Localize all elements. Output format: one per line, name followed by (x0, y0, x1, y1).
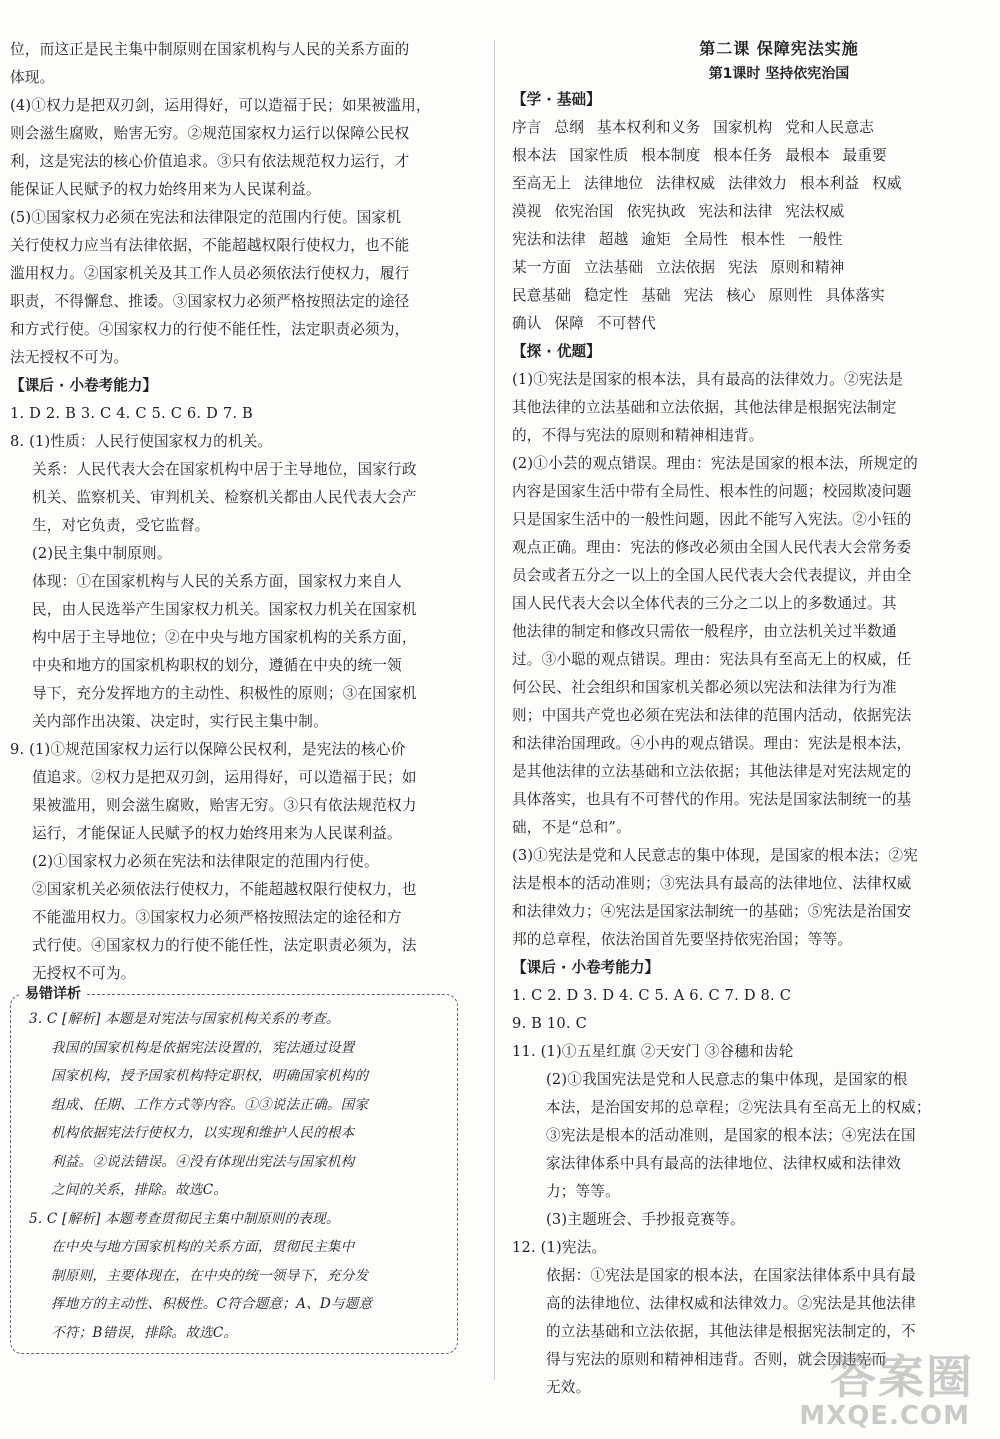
text-line: 体现：①在国家机构与人民的关系方面，国家权力来自人 (32, 573, 402, 590)
terms-line: 某一方面 立法基础 立法依据 宪法 原则和精神 (512, 259, 845, 276)
text-line: 则会滋生腐败，贻害无穷。②规范国家权力运行以保障公民权 (10, 125, 410, 142)
text-line: 和法律治国理政。④小冉的观点错误。理由：宪法是根本法， (512, 735, 912, 752)
text-line: 过。③小聪的观点错误。理由：宪法具有至高无上的权威，任 (512, 651, 912, 668)
text-line: 关行使权力应当有法律依据，不能超越权限行使权力，也不能 (10, 237, 410, 254)
text-line: 组成、任期、工作方式等内容。①③说法正确。国家 (51, 1096, 369, 1113)
text-line: 无效。 (546, 1379, 591, 1396)
terms-line: 民意基础 稳定性 基础 宪法 核心 原则性 具体落实 (512, 287, 885, 304)
text-line: 民，由人民选举产生国家权力机关。国家权力机关在国家机 (32, 601, 417, 618)
text-line: 力；等等。 (546, 1183, 620, 1200)
question-8 (10, 428, 476, 736)
text-line: 12. (1)宪法。 (512, 1239, 607, 1256)
text-line: 得与宪法的原则和精神相违背。否则，就会因违宪而 (546, 1351, 887, 1368)
text-line: 国家机构，授予国家机构特定职权，明确国家机构的 (51, 1068, 369, 1084)
text-line: 值追求。②权力是把双刃剑，运用得好，可以造福于民；如 (32, 769, 417, 786)
terms-line: 漠视 依宪治国 依宪执政 宪法和法律 宪法权威 (512, 203, 845, 220)
text-line: 制原则，主要体现在，在中央的统一领导下，充分发 (51, 1267, 369, 1284)
text-line: 观点正确。理由：宪法的修改必须由全国人民代表大会常务委 (512, 539, 912, 556)
text-line: 国人民代表大会以全体代表的三分之二以上的多数通过。其 (512, 595, 897, 612)
text-line: 其他法律的立法基础和立法依据，其他法律是根据宪法制定 (512, 399, 897, 416)
terms-line: 根本法 国家性质 根本制度 根本任务 最根本 最重要 (512, 147, 887, 164)
text-line: 和方式行使。④国家权力的行使不能任性，法定职责必须为， (10, 321, 410, 338)
text-line: 法是根本的活动准则；③宪法具有最高的法律地位、法律权威 (512, 875, 912, 892)
section-header: 【课后 · 小卷考能力】 (512, 959, 660, 976)
text-line: (5)①国家权力必须在宪法和法律限定的范围内行使。国家机 (10, 209, 402, 226)
text-line: 内容是国家生活中带有全局性、根本性的问题；校园欺凌问题 (512, 483, 912, 500)
text-line: 机关、监察机关、审判机关、检察机关都由人民代表大会产 (32, 489, 417, 506)
explore-answers (512, 366, 956, 954)
text-line: 不能滥用权力。③国家权力必须严格按照法定的途径和方 (32, 909, 402, 926)
text-line: ③宪法是根本的活动准则，是国家的根本法；④宪法在国 (546, 1127, 916, 1144)
text-line: 员会或者五分之一以上的全国人民代表大会代表提议，并由全 (512, 567, 912, 584)
text-line: 的立法基础和立法依据，其他法律是根据宪法制定的，不 (546, 1323, 916, 1340)
text-line: (1)①宪法是国家的根本法，具有最高的法律效力。②宪法是 (512, 371, 904, 388)
text-line: 关系：人民代表大会在国家机构中居于主导地位，国家行政 (32, 461, 417, 478)
terms-line: 确认 保障 不可替代 (512, 315, 657, 332)
watermark-domain: MXQE.COM (799, 1401, 970, 1431)
text-line: 的，不得与宪法的原则和精神相违背。 (512, 427, 764, 444)
text-line: 之间的关系，排除。故选C。 (51, 1182, 228, 1198)
text-line: (2)①我国宪法是党和人民意志的集中体现，是国家的根 (546, 1071, 908, 1088)
text-line: 利益。②说法错误。④没有体现出宪法与国家机构 (51, 1153, 355, 1170)
section-header: 【学 · 基础】 (512, 91, 601, 108)
section-header: 【探 · 优题】 (512, 343, 601, 360)
text-line: 础，不是“总和”。 (512, 819, 631, 836)
text-line: 中央和地方的国家机构职权的划分，遵循在中央的统一领 (32, 657, 402, 674)
text-line: 在中央与地方国家机构的关系方面，贯彻民主集中 (51, 1239, 355, 1255)
text-line: 运行，才能保证人民赋予的权力始终用来为人民谋利益。 (32, 825, 402, 842)
text-line: 和法律效力；④宪法是国家法制统一的基础；⑤宪法是治国安 (512, 903, 912, 920)
choice-answers: 1. C 2. D 3. D 4. C 5. A 6. C 7. D 8. C (512, 987, 792, 1004)
text-line: 法无授权不可为。 (10, 349, 129, 366)
text-line: 我国的国家机构是依据宪法设置的，宪法通过设置 (51, 1039, 355, 1056)
text-line: 构中居于主导地位；②在中央与地方国家机构的关系方面， (32, 629, 417, 646)
lesson-title: 第二课 保障宪法实施 (699, 39, 859, 58)
text-line: ②国家机关必须依法行使权力，不能超越权限行使权力，也 (32, 881, 417, 898)
text-line: 3. C [解析] 本题是对宪法与国家机构关系的考查。 (29, 1011, 340, 1027)
text-line: (2)民主集中制原则。 (32, 545, 172, 562)
text-line: 他法律的制定和修改只需依一般程序，由立法机关过半数通 (512, 623, 897, 640)
text-line: 不符；B错误，排除。故选C。 (51, 1324, 238, 1341)
left-answer-block (10, 36, 476, 372)
text-line: 具体落实，也具有不可替代的作用。宪法是国家法制统一的基 (512, 791, 912, 808)
text-line: 11. (1)①五星红旗 ②天安门 ③谷穗和齿轮 (512, 1043, 794, 1060)
text-line: 9. (1)①规范国家权力运行以保障公民权利，是宪法的核心价 (10, 741, 406, 758)
right-column (512, 36, 956, 1402)
text-line: (4)①权力是把双刃剑，运用得好，可以造福于民；如果被滥用， (10, 97, 431, 114)
text-line: 5. C [解析] 本题考查贯彻民主集中制原则的表现。 (29, 1210, 340, 1227)
section-header: 【课后 · 小卷考能力】 (10, 377, 158, 394)
watermark-text: 答案圈 (830, 1350, 974, 1404)
text-line: 机构依据宪法行使权力，以实现和维护人民的根本 (51, 1125, 355, 1141)
error-analysis-title: 易错详析 (19, 983, 87, 1005)
column-divider (494, 40, 495, 1380)
text-line: 高的法律地位、法律权威和法律效力。②宪法是其他法律 (546, 1295, 916, 1312)
text-line: 挥地方的主动性、积极性。C符合题意；A、D与题意 (51, 1296, 373, 1312)
text-line: 体现。 (10, 69, 55, 86)
text-line: 何公民、社会组织和国家机关都必须以宪法和法律为行为准 (512, 679, 897, 696)
text-line: 8. (1)性质：人民行使国家权力的机关。 (10, 433, 273, 450)
terms-line: 宪法和法律 超越 逾矩 全局性 根本性 一般性 (512, 231, 843, 248)
text-line: 利，这是宪法的核心价值追求。③只有依法规范权力运行，才 (10, 153, 410, 170)
basic-terms (512, 114, 956, 338)
text-line: 果被滥用，则会滋生腐败，贻害无穷。③只有依法规范权力 (32, 797, 417, 814)
text-line: (3)主题班会、手抄报竞赛等。 (546, 1211, 745, 1228)
text-line: 式行使。④国家权力的行使不能任性，法定职责必须为，法 (32, 937, 417, 954)
text-line: (2)①国家权力必须在宪法和法律限定的范围内行使。 (32, 853, 379, 870)
text-line: 只是国家生活中的一般性问题，因此不能写入宪法。②小钰的 (512, 511, 912, 528)
left-column (10, 36, 476, 1354)
period-title: 第1课时 坚持依宪治国 (708, 66, 850, 82)
choice-answers: 9. B 10. C (512, 1015, 587, 1032)
text-line: (3)①宪法是党和人民意志的集中体现，是国家的根本法；②宪 (512, 847, 918, 864)
text-line: 职责，不得懈怠、推诿。③国家权力必须严格按照法定的途径 (10, 293, 410, 310)
terms-line: 序言 总纲 基本权利和义务 国家机构 党和人民意志 (512, 119, 875, 136)
choice-answers: 1. D 2. B 3. C 4. C 5. C 6. D 7. B (10, 405, 253, 422)
text-line: 家法律体系中具有最高的法律地位、法律权威和法律效 (546, 1155, 902, 1172)
text-line: 导下，充分发挥地方的主动性、积极性的原则；③在国家机 (32, 685, 417, 702)
question-9 (10, 736, 476, 988)
terms-line: 至高无上 法律地位 法律权威 法律效力 根本利益 权威 (512, 175, 902, 192)
text-line: 则；中国共产党也必须在宪法和法律的范围内活动，依据宪法 (512, 707, 912, 724)
text-line: 能保证人民赋予的权力始终用来为人民谋利益。 (10, 181, 321, 198)
error-analysis-box (10, 986, 458, 1354)
watermark-logo (790, 1341, 980, 1431)
text-line: 无授权不可为。 (32, 965, 136, 982)
text-line: 位，而这正是民主集中制原则在国家机构与人民的关系方面的 (10, 41, 410, 58)
text-line: 生，对它负责，受它监督。 (32, 517, 210, 534)
text-line: 关内部作出决策、决定时，实行民主集中制。 (32, 713, 328, 730)
text-line: (2)①小芸的观点错误。理由：宪法是国家的根本法，所规定的 (512, 455, 918, 472)
text-line: 滥用权力。②国家机关及其工作人员必须依法行使权力，履行 (10, 265, 410, 282)
text-line: 邦的总章程，依法治国首先要坚持依宪治国；等等。 (512, 931, 853, 948)
question-11 (512, 1038, 956, 1234)
text-line: 是其他法律的立法基础和立法依据；其他法律是对宪法规定的 (512, 763, 912, 780)
text-line: 依据：①宪法是国家的根本法，在国家法律体系中具有最 (546, 1267, 916, 1284)
text-line: 本法，是治国安邦的总章程；②宪法具有至高无上的权威； (546, 1099, 931, 1116)
